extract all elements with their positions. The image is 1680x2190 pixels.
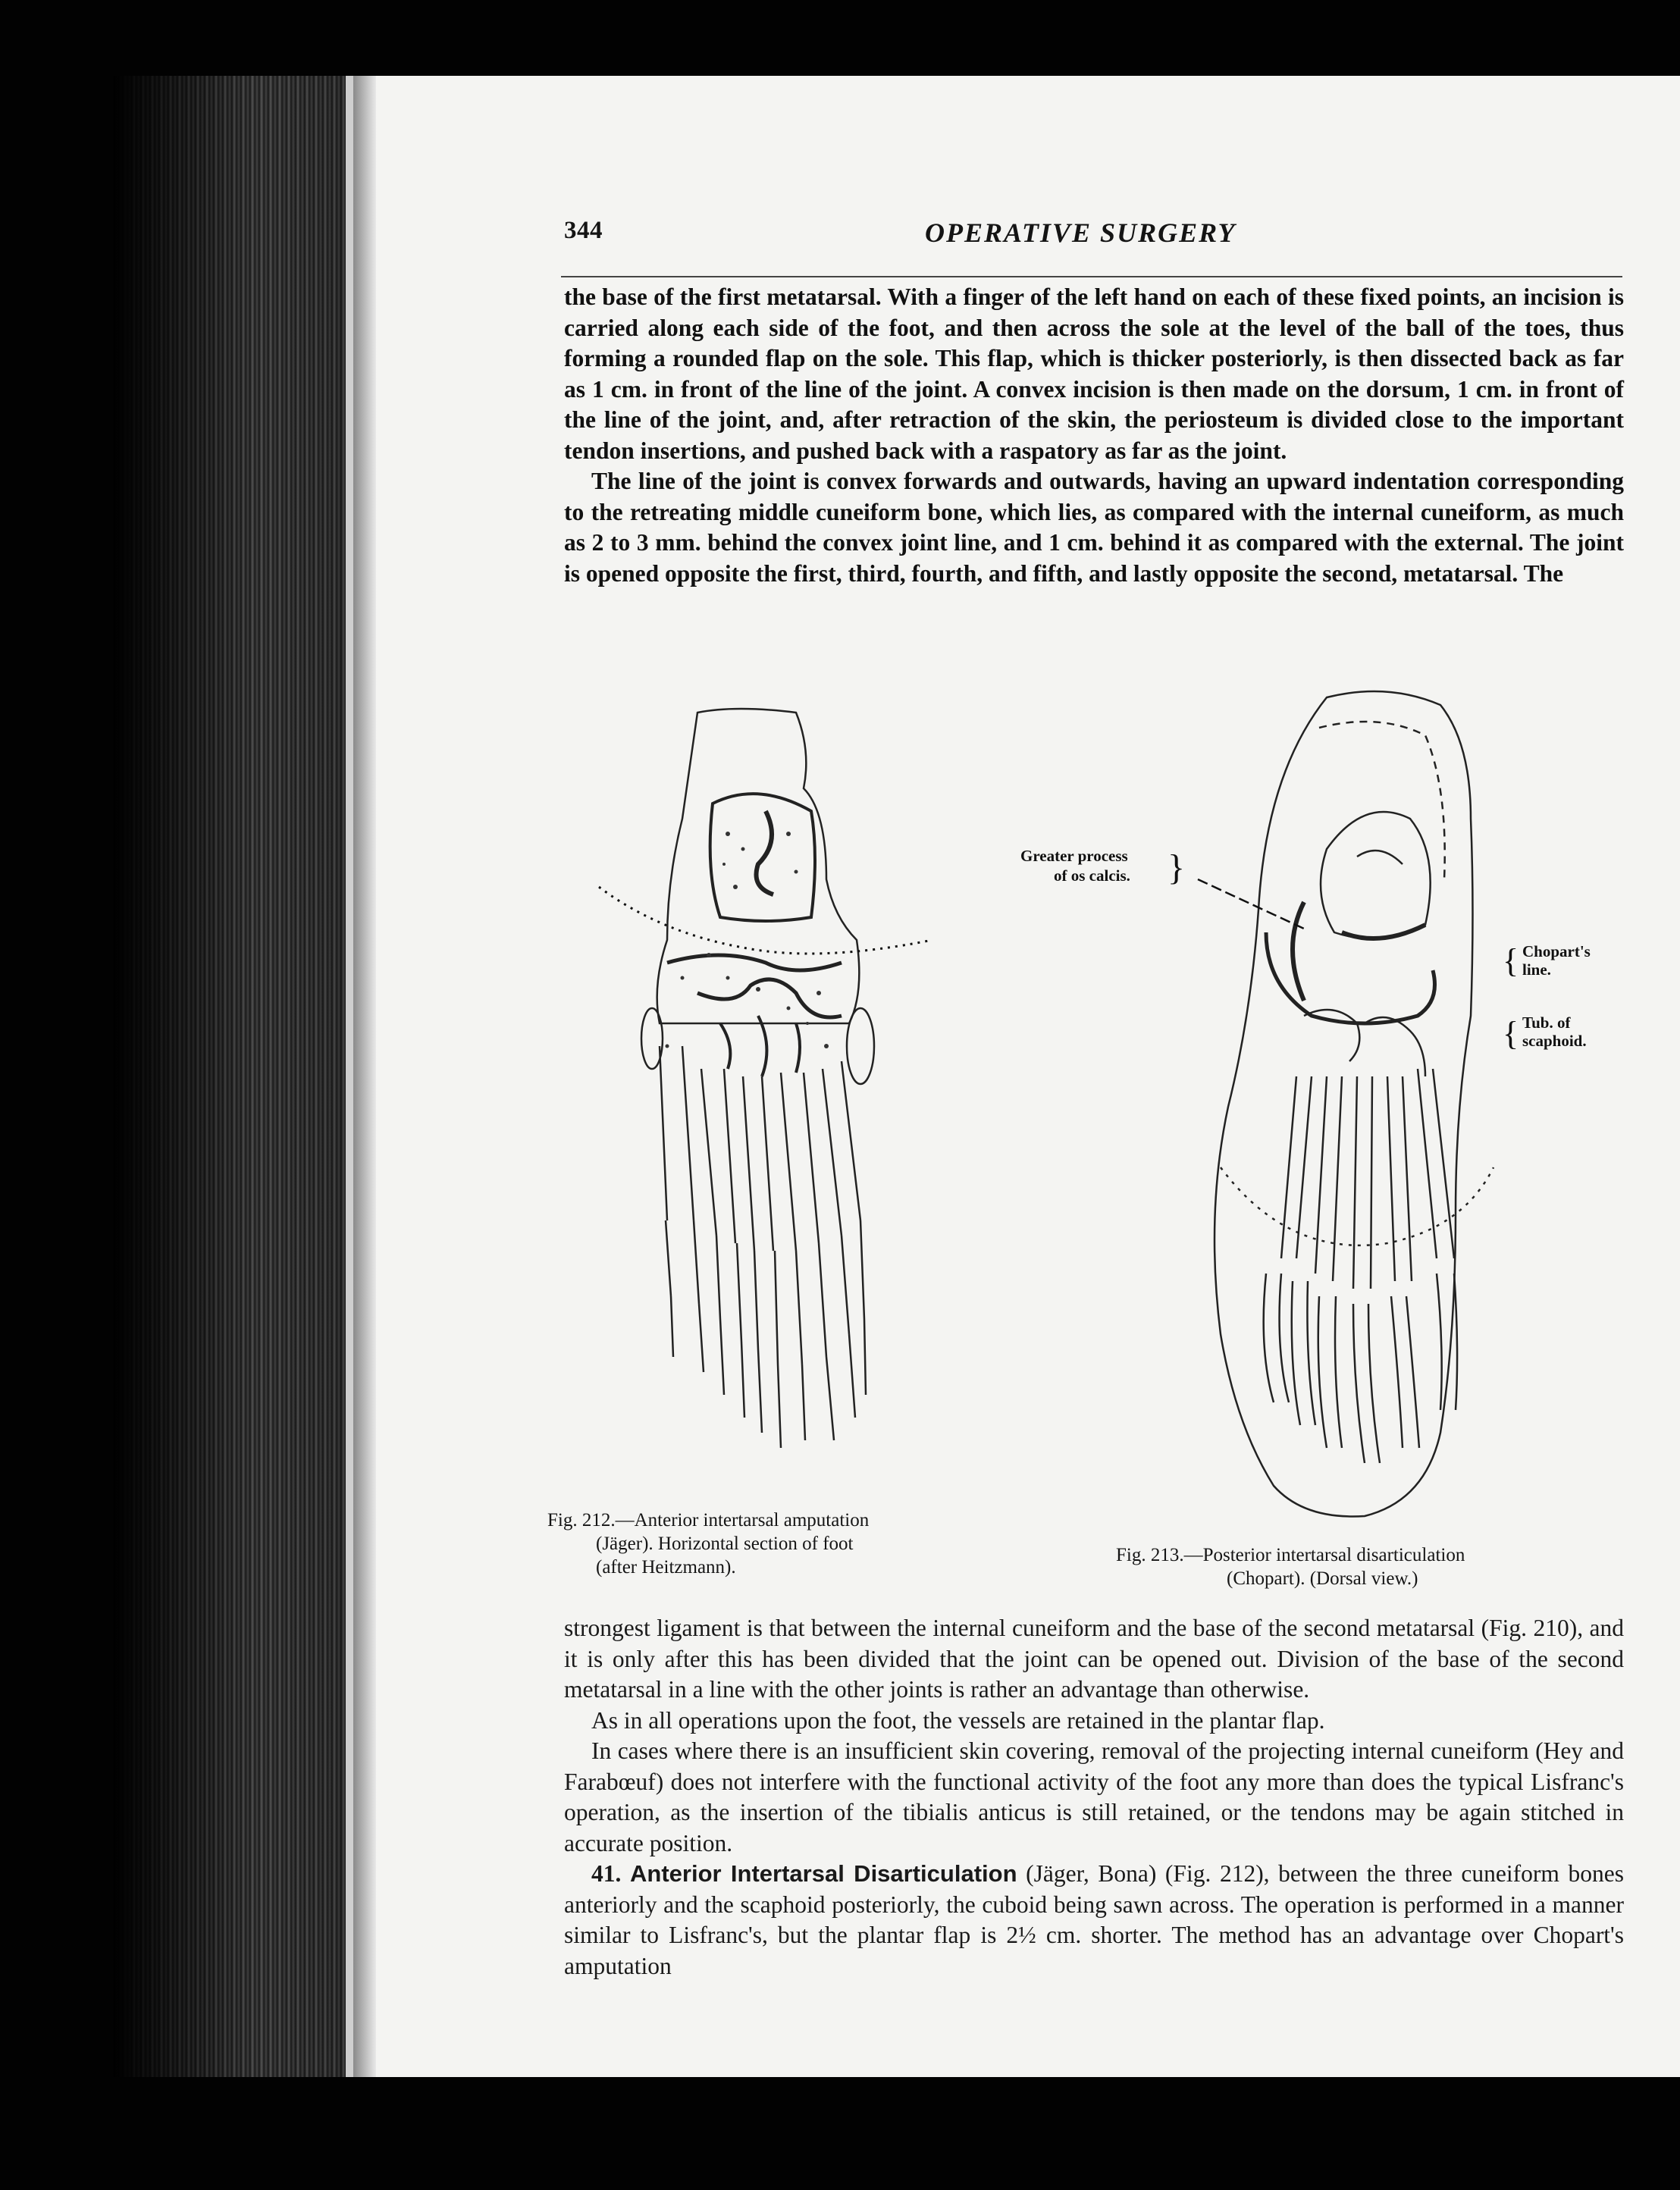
running-title: OPERATIVE SURGERY <box>925 218 1236 248</box>
caption-line: (Chopart). (Dorsal view.) <box>1227 1568 1418 1589</box>
label-chopart-line-2: line. <box>1522 960 1551 979</box>
figure-212-foot-section <box>569 690 993 1509</box>
label-tub-line-2: scaphoid. <box>1522 1032 1587 1050</box>
caption-line: (Jäger). Horizontal section of foot <box>596 1534 854 1554</box>
section-number: 41. <box>591 1860 622 1887</box>
top-text-block <box>564 282 1624 589</box>
paragraph: The line of the joint is convex forwards and outwards, having an upward indentation corresponding to the retreating middle cuneiform bone, which lies, as compared with the internal cuneiform, as much as 2 to 3 mm. behind the convex joint line, and 1 cm. behind it as compared with the external. The joint is opened opposite the first, third, fourth, and fifth, and lastly opposite the second, metatarsal. The <box>564 468 1624 587</box>
bottom-text-block <box>564 1613 1624 1982</box>
header-rule <box>561 276 1622 277</box>
brace-left: { <box>1503 1015 1519 1052</box>
caption-line: Fig. 213.—Posterior intertarsal disarticulation <box>1116 1545 1465 1565</box>
section-paragraph <box>564 1859 1624 1982</box>
book-spine-edge <box>346 76 353 2077</box>
paragraph: strongest ligament is that between the internal cuneiform and the base of the second metatarsal (Fig. 210), and it is only after this has been divided that the joint can be opened out. Division of the base of the second metatarsal in a line with the other joints is rather an advantage than otherwise. <box>564 1615 1624 1703</box>
figure-213-foot-dorsal <box>1020 682 1591 1531</box>
paragraph: the base of the first metatarsal. With a finger of the left hand on each of these fixed points, an incision is carried along each side of the foot, and then across the sole at the level of the ball of the toes, thus forming a rounded flap on the sole. This flap, which is thicker posteriorly, is then dissected back as far as 1 cm. in front of the line of the joint. A convex incision is then made on the dorsum, 1 cm. in front of the line of the joint, and, after retraction of the skin, the periosteum is divided close to the important tendon insertions, and pushed back with a raspatory as far as the joint. <box>564 284 1624 464</box>
label-tub-scaphoid <box>1503 1014 1587 1052</box>
label-chopart-line-1: Chopart's <box>1522 942 1591 960</box>
figure-212-caption <box>547 1509 1017 1579</box>
label-greater-process-line-2: of os calcis. <box>1054 866 1130 885</box>
section-text: (Jäger, Bona) (Fig. 212), between the three cuneiform bones anteriorly and the scaphoid posteriorly, the cuboid being sawn across. The operation is performed in a manner similar to Lisfranc's, but the plantar flap is 2½ cm. shorter. The method has an advantage over Chopart's amputation <box>564 1860 1624 1979</box>
brace-left: { <box>1503 942 1519 979</box>
paragraph: As in all operations upon the foot, the vessels are retained in the plantar flap. <box>591 1706 1325 1734</box>
label-tub-line-1: Tub. of <box>1522 1014 1571 1032</box>
gutter-shadow <box>353 76 376 2077</box>
page-edges-shadow <box>114 76 371 2077</box>
figure-213-caption <box>1116 1543 1647 1590</box>
section-title: Anterior Intertarsal Disarticulation <box>630 1860 1017 1887</box>
caption-line: Fig. 212.—Anterior intertarsal amputation <box>547 1510 870 1530</box>
page-number: 344 <box>564 217 603 244</box>
caption-line: (after Heitzmann). <box>596 1557 736 1577</box>
paragraph: In cases where there is an insufficient skin covering, removal of the projecting internal cuneiform (Hey and Farabœuf) does not interfere with the functional activity of the foot any more than does the typical Lisfranc's operation, as the insertion of the tibialis anticus is still retained, or the tendons may be again stitched in accurate position. <box>564 1737 1624 1856</box>
brace-right: } <box>1168 847 1186 888</box>
label-greater-process-line-1: Greater process <box>1020 847 1128 865</box>
